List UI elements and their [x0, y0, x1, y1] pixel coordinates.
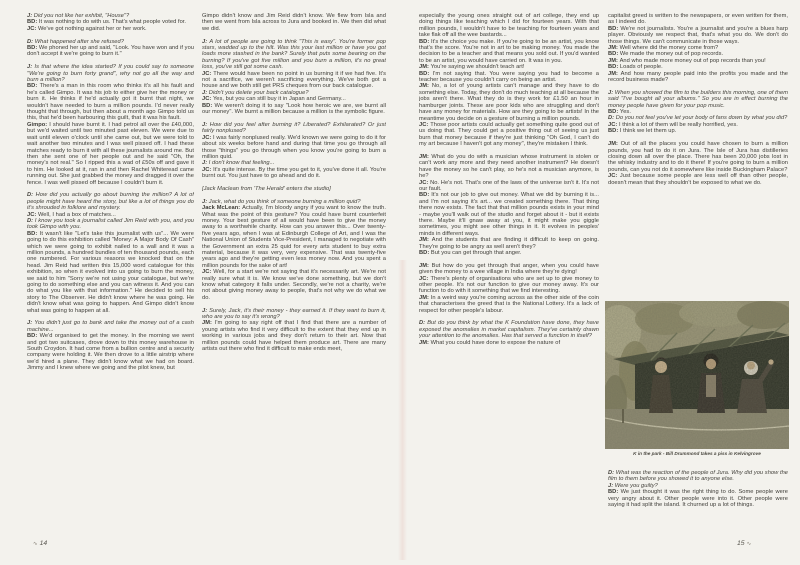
transcript-paragraph: JM: What do you do with a musician whose instrument is stolen or can't work any more and they need another instrument? He doesn't have the money so he can't play, so he's not a musician anymore, is he?: [419, 153, 599, 180]
page-number-left-value: 14: [39, 540, 48, 547]
transcript-paragraph: J: How did you feel after burning it? Liberated? Exhilarated? Or just fairly nonplused?: [202, 121, 386, 135]
speaker-label: BD:: [419, 192, 432, 199]
transcript-paragraph: J: Jack, what do you think of someone burning a million quid?: [202, 198, 361, 205]
transcript-paragraph: BD: We phoned her up and said, "Look. You have won and if you don't accept it we're going to burn it.": [27, 45, 194, 58]
transcript-paragraph: BD: We just thought it was the right thing to do. Some people were very angry about it. Other people were into it. Other people were saying it had split the island. It churned up a lot of things.: [608, 489, 788, 509]
speaker-label: JM:: [419, 237, 432, 244]
speaker-label: J:: [202, 160, 209, 167]
right-page-column-2-top: [608, 13, 788, 300]
transcript-paragraph: D: But do you think by what the K Foundation have done, they have exposed the anomalies in market capitalism. They've certainly drawn your attention to the anomalies. Has that served a function in itself?: [419, 320, 599, 340]
transcript-paragraph: JC: I think a lot of them will be really horrified, yes.: [608, 121, 738, 128]
transcript-paragraph: Gimpo: I should have burnt it. I had petrol all over the £40,000, but we'd waited until two minuted past eleven. We were due to wait until eleven o'clock until she came out, but we were told to wait another two minutes and I was well pissed off. I had these matches ready to burn it with all these journalists around me. But then she sent one of her people out and he said "Oh, the money's not real." So I ripped this a wad of £50s off and gave it to him. He looked at it, ran in and then Rachel Whiteread came running out. She just grabbed the money and dragged it over the fence. I was well pissed off because I couldn't burn it.: [27, 121, 194, 186]
speaker-label: J:: [202, 307, 210, 314]
transcript-paragraph: JM: In a weird way you're coming across as the other side of the coin that characterises the greed that is the National Lottery. It's a lack of respect for other people's labour.: [419, 294, 599, 314]
speaker-label: BD:: [608, 128, 620, 135]
transcript-paragraph: D: How did you actually go about burning the million? A lot of people might have heard the story, but like a lot of things you do it's shrouded in folklore and mystery.: [27, 192, 194, 212]
transcript-paragraph: J: Didn't you delete your back catalogue?: [202, 89, 309, 96]
speaker-label: BD:: [27, 230, 40, 237]
speaker-label: BD:: [608, 51, 620, 58]
speaker-label: BD:: [202, 102, 215, 109]
speaker-label: JC:: [608, 121, 619, 128]
speaker-label: J:: [202, 121, 210, 128]
transcript-paragraph: JM: And how many people paid into the profits you made and the record business made?: [608, 70, 788, 84]
transcript-paragraph: JC: Well, for a start we're not saying that it's necessarily art. We're not really sure what it is. We know we've done something, but we don't know what category it falls under. Secondly, we're not a charity, we're not about giving money away to people, that's not why we do what we do.: [202, 269, 386, 301]
page-number-left: [31, 540, 47, 547]
transcript-paragraph: JM: What you could have done to expose the nature of: [419, 339, 561, 346]
speaker-label: JM:: [419, 262, 432, 269]
transcript-paragraph: D: What happened after she refused?: [27, 38, 124, 45]
transcript-paragraph: J: Is that where the idea started? If you could say to someone "We're going to burn forty grand", why not go all the way and burn a million?: [27, 64, 194, 84]
speaker-label: BD:: [608, 25, 621, 32]
transcript-paragraph: JC: It's quite intense. By the time you get to it, you've done it all. You're burnt out. You just have to go ahead and do it.: [202, 166, 386, 180]
speaker-label: JM:: [419, 153, 432, 160]
transcript-paragraph: JC: I was fairly nonplused really. We'd known we were going to do it for about six weeks before hand and during that time you go through all those "things" you go through when you know you're going to burn a million quid.: [202, 134, 386, 160]
transcript-paragraph: Jack McLean: Actually, I'm bloody angry if you want to know the truth. What was the point of this gesture? You could have burnt counterfeit money. Your best gesture of all would have been to give the money away to a worthwhile charity. How can you answer this... Over twenty-five years ago, when I was at Edinburgh College of Art, and I was the National Union of Students Vice-President, I managed to negotiate with the Government an extra 25 quid for every arts student to buy extra material, because it was very, very expensive. That was twenty-five years ago and they're getting even less money now. And you spent a million pounds for the sake of art!: [202, 205, 386, 269]
speaker-label: J:: [27, 64, 35, 71]
speaker-label: Jack McLean:: [202, 205, 243, 212]
speaker-label: JM:: [419, 294, 431, 301]
page-gutter-shadow: [398, 260, 407, 560]
speaker-label: JM:: [419, 64, 431, 71]
speaker-label: D:: [608, 115, 616, 122]
transcript-paragraph: BD: It wasn't like "Let's take this journalist with us"... We were going to do this exhibition called "Money: A Major Body Of Cash" which we were going to exhibit nailed to a wall and it was a million pounds, a hundred bundles of ten thousand pounds, each one numbered. For various reasons we knocked that on the head. Jim Reid had written this 15,000 word catalogue for this exhibition, so when it evolved into us going to burn the money, we said to him "Sorry we're not using your catalogue, but we're going to do something else and you can witness it. And you can do what you like with that information." He decided to sell his story to The Observer. He didn't know where he was going. He didn't know what was going to happen. And Gimpo didn't know what was going to happen at all.: [27, 230, 194, 314]
speaker-label: JC:: [202, 70, 214, 77]
transcript-paragraph: J: I don't know that feeling...: [202, 160, 275, 167]
speaker-label: J:: [202, 89, 209, 96]
speaker-label: BD:: [419, 38, 432, 45]
photo-k-in-the-park: [605, 301, 789, 449]
speaker-label: JM:: [608, 70, 621, 77]
speaker-label: JM:: [608, 57, 620, 64]
speaker-label: JM:: [608, 141, 621, 148]
speaker-label: D:: [419, 320, 428, 327]
transcript-paragraph: JM: And the students that are finding it difficult to keep on going. They're going to be angry as well aren't they?: [419, 237, 599, 250]
page-number-right-value: 15: [737, 540, 745, 547]
transcript-paragraph: BD: There's a man in this room who thinks it's all his fault and he's called Gimpo. It was his job to either give her the money or burn it. He thinks if he'd actually got it burnt that night, we wouldn't have needed to burn a million pounds. I'd never really thought that through, but then about a month ago Gimpo told us this, that he'd been harbouring this guilt, that it was his fault.: [27, 83, 194, 122]
transcript-paragraph: JC: There would have been no point in us burning it if we had five. It's not a sacrifice, we weren't sacrificing everything. We've both got a house and we both still get PRS cheques from our back catalogue.: [202, 70, 386, 90]
transcript-paragraph: J: Did you not like her exhibit, "House"?: [27, 13, 130, 19]
speaker-label: BD:: [419, 70, 433, 77]
transcript-paragraph: D: I know you took a journalist called Jim Reid with you, and you took Gimpo with you.: [27, 217, 194, 231]
speaker-label: BD:: [608, 489, 621, 496]
speaker-label: JM:: [419, 83, 432, 90]
speaker-label: BD:: [419, 250, 431, 257]
ornament-icon: ∿: [33, 540, 38, 547]
transcript-paragraph: JC: We've got nothing against her or her work.: [27, 25, 147, 32]
speaker-label: J:: [202, 38, 210, 45]
transcript-paragraph: BD: But you can get through that anger.: [419, 250, 522, 257]
speaker-label: JC:: [202, 96, 213, 103]
transcript-paragraph: BD: I'm not saying that. You were saying you had to become a teacher because you couldn't carry on being an artist.: [419, 70, 599, 84]
speaker-label: JC:: [608, 173, 620, 180]
speaker-label: BD:: [608, 109, 620, 116]
speaker-label: JC:: [202, 269, 214, 276]
speaker-label: D:: [27, 217, 35, 224]
transcript-paragraph: JM: And who made more money out of pop records than you!: [608, 57, 766, 64]
speaker-label: D:: [27, 38, 35, 45]
transcript-paragraph: D: Do you not feel you've let your body of fans down by what you did?: [608, 115, 788, 122]
transcript-paragraph: BD: We're not journalists. You're a journalist and you're a blues harp player. Obviously we respect that, that's what you do. We don't do those things. We can't communicate in those ways.: [608, 25, 788, 45]
speaker-label: JC:: [419, 179, 431, 186]
transcript-paragraph: JM: No, a lot of young artists can't manage and they have to do something else. Today, they don't do much teaching at all because the jobs aren't there. What they do is they work for £1.50 an hour in hamburger joints. These are poor kids who are struggling and don't have any money for materials. How are they going to be artists! In the meantime you decide on a gesture of burning a million pounds.: [419, 83, 599, 122]
speaker-label: J:: [27, 320, 35, 327]
transcript-paragraph: JM: Well where did the money come from?: [608, 45, 719, 52]
transcript-paragraph: JC: Just because some people are less well off than other people, doesn't mean that they shouldn't be exposed to what we do.: [608, 173, 788, 186]
speaker-label: J:: [608, 89, 615, 96]
page-number-right: [737, 540, 753, 547]
ornament-icon: ∿: [746, 540, 752, 547]
transcript-paragraph: JC: Those poor artists could actually get something quite good out of us doing that. They could get a positive thing out of seeing us just burn that money because if they're just thinking "Oh God, I can't do my art because I haven't got any money", they're mistaken I think.: [419, 121, 599, 148]
speaker-label: Gimpo:: [27, 121, 50, 128]
speaker-label: BD:: [27, 45, 39, 52]
speaker-label: D:: [27, 192, 36, 199]
transcript-paragraph: BD: It's not our job to give out money. What we did by burning it is... and I'm not saying it's art... we created something there. That thing there now exists. The fact that that million pounds exists in your mind - maybe you'll walk out of the studio and forget about it - but it exists there. Maybe it'll gnaw away at you, it might make you giggle sometimes, you might see other things in it. It evolves in peoples' minds in different ways.: [419, 192, 599, 237]
speaker-label: JC:: [202, 134, 214, 141]
transcript-paragraph: BD: Yes.: [608, 109, 631, 116]
speaker-label: J:: [608, 482, 615, 489]
stage-direction: [Jack Maclean from 'The Herald' enters the studio]: [202, 185, 331, 192]
transcript-paragraph: especially the young ones straight out of art college, they end up doing things like teaching which I did for fourteen years. With that million pounds, I wouldn't have to be teaching for fourteen years and take flak off all the wee bastards...: [419, 13, 599, 39]
transcript-paragraph: BD: It was nothing to do with us. That's what people voted for.: [27, 19, 187, 26]
transcript-paragraph: BD: It's the choice you make. If you're going to be an artist, you know that's the score. You're not in art to be making money. You made the decision to be a teacher and that means you sold out. If you'd wanted to be an artist, you would have carried on. It was in you.: [419, 38, 599, 64]
speaker-label: JM:: [202, 320, 215, 327]
speaker-label: JC:: [202, 166, 214, 173]
transcript-paragraph: JC: No. He's not. That's one of the laws of the universe isn't it. It's not our fault.: [419, 179, 599, 192]
speaker-label: J:: [27, 13, 34, 19]
transcript-paragraph: D: What was the reaction of the people of Jura. Why did you show the film to them before you showed it to anyone else.: [608, 470, 788, 483]
transcript-paragraph: BD: We'd organised to get the money. In the morning we went and got two suitcases, drove down to this money warehouse in South Croydon. It had come from a bullion centre and a security company were holding it. We then drove to a little airstrip where we'd hired a plane. They didn't know what we had on board. Jimmy and I knew where we going and the pilot knew, but: [27, 333, 194, 372]
speaker-label: JC:: [27, 211, 38, 218]
transcript-paragraph: JC: Well, I had a box of matches...: [27, 211, 116, 218]
photo-illustration: [605, 301, 789, 449]
transcript-paragraph: BD: We made the money out of pop records.: [608, 51, 724, 58]
speaker-label: JC:: [27, 25, 38, 32]
transcript-paragraph: JM: Out of all the places you could have chosen to burn a million pounds, you had to do it on Jura. The Isle of Jura has distilleries closing down all over the place. There has been 20,000 jobs lost in the whisky industry and to do it there! If you're going to burn a million pounds, can you not do it somewhere like inside Buckingham Palace?: [608, 141, 788, 173]
speaker-label: BD:: [27, 333, 40, 340]
right-page-column-1: [419, 13, 599, 545]
speaker-label: J:: [202, 198, 209, 205]
speaker-label: BD:: [27, 19, 39, 26]
transcript-paragraph: J: A lot of people are going to think "This is easy". You're former pop stars, wadded up to the hilt. Was this your last million or have you got loads more stashed in the bank? Surely that puts some bearing on the burning? If you've got five million and you burn a million, it's no great loss, you've still got some cash.: [202, 38, 386, 71]
transcript-paragraph: J: You didn't just go to bank and take the money out of a cash machine...: [27, 320, 194, 333]
transcript-paragraph: Gimpo didn't know and Jim Reid didn't know. We flew from Isla and then we went from Isla across to Jura and booked in. We then did what we did.: [202, 13, 386, 32]
transcript-paragraph: BD: We weren't doing it to say "Look how heroic we are, we burnt all our money". We burnt a million because a million is the symbolic figure.: [202, 102, 386, 116]
speaker-label: JM:: [608, 45, 620, 52]
transcript-paragraph: JM: I'm going to say right off that I find that there are a number of young artists who find it very difficult to the extent that they end up in working in various jobs and they don't return to their art. Now that million pounds could have helped them produce art. There are many artists out there who find it difficult to make ends meet,: [202, 320, 386, 353]
photo-caption: K in the park - Bill Drummond takes a piss in Kelvingrove: [633, 451, 761, 456]
transcript-paragraph: BD: Loads of people.: [608, 64, 663, 71]
speaker-label: D:: [608, 470, 616, 476]
speaker-label: JM:: [419, 339, 431, 346]
speaker-label: JC:: [419, 275, 431, 282]
speaker-label: BD:: [608, 64, 620, 71]
transcript-paragraph: JC: There's plenty of organisations who are set up to give money to other people. It's not our function to give our money away. It's our function to do with it something that we find interesting.: [419, 275, 599, 295]
transcript-paragraph: JM: You're saying we shouldn't teach art!: [419, 64, 525, 71]
transcript-paragraph: BD: I think we let them up.: [608, 128, 677, 135]
transcript-paragraph: capitalist greed is written to the newspapers, or even written for them, as I indeed do.: [608, 13, 788, 26]
speaker-label: BD:: [27, 83, 40, 90]
transcript-paragraph: J: When you showed the film to the builders this morning, one of them said "I've bought all your albums." So you are in effect burning the money people have given for your pop music.: [608, 89, 788, 109]
transcript-paragraph: J: Surely, Jack, it's their money - they earned it. If they want to burn it, who are you to say it's wrong?: [202, 307, 386, 321]
transcript-paragraph: JM: But how do you get through that anger, when you could have given the money to a wee village in India where they're dying!: [419, 262, 599, 276]
transcript-paragraph: JC: Yes, but you can still buy it in Japan and Germany...: [202, 96, 346, 103]
right-page-column-2-bottom: [608, 470, 788, 540]
transcript-paragraph: J: Were you guilty?: [608, 482, 658, 489]
left-page-column-1: [27, 13, 194, 545]
speaker-label: JC:: [419, 121, 431, 128]
left-page-column-2: [202, 13, 386, 545]
